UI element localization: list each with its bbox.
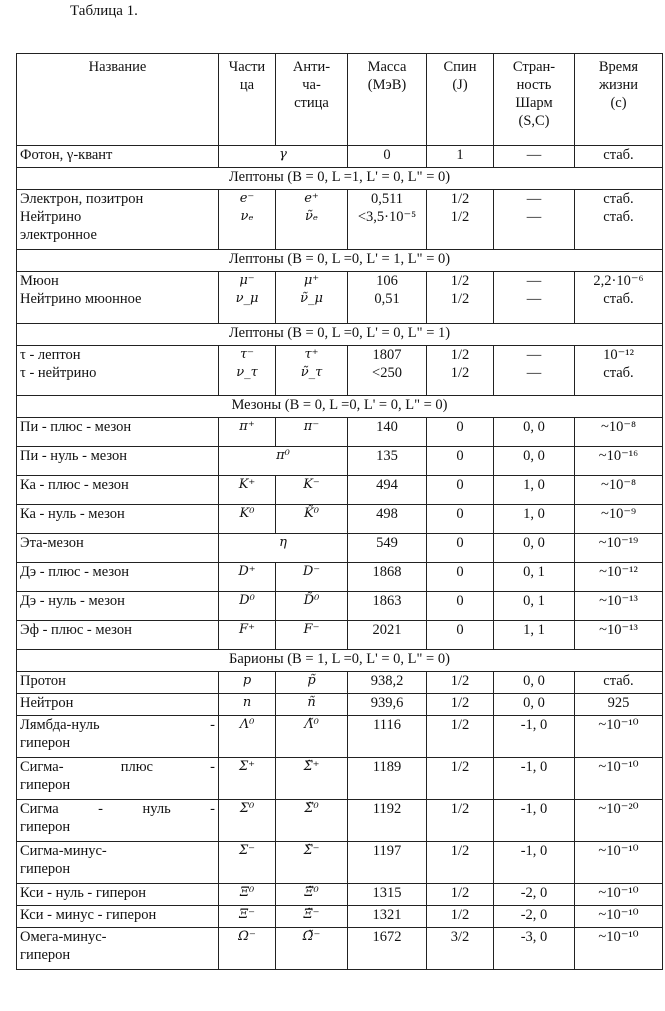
cell-strangeness: -2, 0 — [494, 884, 575, 906]
table-row — [17, 476, 663, 505]
cell-spin: 1/2 1/2 — [427, 346, 494, 396]
cell-particle: Λ⁰ — [219, 716, 276, 758]
cell-strangeness: 0, 0 — [494, 672, 575, 694]
cell-name: Кси - нуль - гиперон — [17, 884, 219, 906]
cell-lifetime: ~10⁻¹⁰ — [575, 842, 663, 884]
cell-name: Эта-мезон — [17, 534, 219, 563]
cell-lifetime: 925 — [575, 694, 663, 716]
table-row — [17, 447, 663, 476]
cell-particle: K⁰ — [219, 505, 276, 534]
cell-antiparticle: F⁻ — [276, 621, 348, 650]
cell-strangeness: — — — [494, 190, 575, 250]
cell-spin: 0 — [427, 592, 494, 621]
cell-particle: γ — [219, 146, 348, 168]
cell-strangeness: 0, 0 — [494, 447, 575, 476]
cell-antiparticle: D̃⁰ — [276, 592, 348, 621]
cell-mass: 939,6 — [348, 694, 427, 716]
cell-antiparticle: p̃ — [276, 672, 348, 694]
cell-antiparticle: Σ̃⁰ — [276, 800, 348, 842]
cell-particle: n — [219, 694, 276, 716]
cell-lifetime: стаб. стаб. — [575, 190, 663, 250]
cell-mass: 2021 — [348, 621, 427, 650]
cell-lifetime: ~10⁻¹² — [575, 563, 663, 592]
table-row — [17, 563, 663, 592]
cell-lifetime: ~10⁻⁹ — [575, 505, 663, 534]
cell-lifetime: ~10⁻¹³ — [575, 621, 663, 650]
cell-lifetime: стаб. — [575, 146, 663, 168]
cell-name: Сигма-минус- гиперон — [17, 842, 219, 884]
cell-spin: 0 — [427, 621, 494, 650]
cell-lifetime: ~10⁻¹⁹ — [575, 534, 663, 563]
table-row — [17, 418, 663, 447]
cell-mass: 1868 — [348, 563, 427, 592]
cell-name: Фотон, γ-квант — [17, 146, 219, 168]
cell-mass: 498 — [348, 505, 427, 534]
cell-spin: 1 — [427, 146, 494, 168]
cell-lifetime: стаб. — [575, 672, 663, 694]
cell-mass: 140 — [348, 418, 427, 447]
cell-spin: 1/2 1/2 — [427, 190, 494, 250]
header-mass: Масса (МэВ) — [348, 54, 427, 146]
cell-lifetime: ~10⁻¹⁰ — [575, 716, 663, 758]
cell-spin: 1/2 — [427, 800, 494, 842]
cell-mass: 938,2 — [348, 672, 427, 694]
section-header-baryons: Барионы (B = 1, L =0, L' = 0, L" = 0) — [17, 650, 663, 672]
cell-spin: 0 — [427, 505, 494, 534]
cell-particle: Σ⁻ — [219, 842, 276, 884]
cell-mass: 1116 — [348, 716, 427, 758]
cell-name: Нейтрон — [17, 694, 219, 716]
header-lifetime: Время жизни (c) — [575, 54, 663, 146]
cell-spin: 1/2 1/2 — [427, 272, 494, 324]
cell-mass: 1672 — [348, 928, 427, 970]
table-row — [17, 505, 663, 534]
header-spin: Спин (J) — [427, 54, 494, 146]
cell-strangeness: 1, 1 — [494, 621, 575, 650]
cell-lifetime: ~10⁻²⁰ — [575, 800, 663, 842]
cell-antiparticle: ñ — [276, 694, 348, 716]
cell-name: Дэ - плюс - мезон — [17, 563, 219, 592]
cell-mass: 1315 — [348, 884, 427, 906]
cell-mass: 1863 — [348, 592, 427, 621]
cell-antiparticle: Ξ̃⁻ — [276, 906, 348, 928]
cell-spin: 3/2 — [427, 928, 494, 970]
cell-strangeness: 1, 0 — [494, 505, 575, 534]
header-antiparticle: Анти- ча- стица — [276, 54, 348, 146]
cell-lifetime: ~10⁻⁸ — [575, 476, 663, 505]
cell-antiparticle: Ξ̃⁰ — [276, 884, 348, 906]
cell-particle: Ω⁻ — [219, 928, 276, 970]
cell-name: Ка - нуль - мезон — [17, 505, 219, 534]
cell-name: Сигма - нуль - гиперон — [17, 800, 219, 842]
cell-strangeness: — — — [494, 346, 575, 396]
cell-antiparticle: K⁻ — [276, 476, 348, 505]
cell-antiparticle: Σ̃⁺ — [276, 758, 348, 800]
table-row — [17, 884, 663, 906]
cell-lifetime: ~10⁻¹⁰ — [575, 758, 663, 800]
cell-spin: 1/2 — [427, 694, 494, 716]
cell-spin: 0 — [427, 418, 494, 447]
header-strangeness: Стран- ность Шарм (S,C) — [494, 54, 575, 146]
cell-particle: η — [219, 534, 348, 563]
cell-name: Эф - плюс - мезон — [17, 621, 219, 650]
table-row — [17, 592, 663, 621]
cell-particle: p — [219, 672, 276, 694]
cell-spin: 1/2 — [427, 906, 494, 928]
cell-strangeness: 0, 0 — [494, 534, 575, 563]
cell-name: Пи - плюс - мезон — [17, 418, 219, 447]
cell-lifetime: ~10⁻¹⁶ — [575, 447, 663, 476]
cell-particle: K⁺ — [219, 476, 276, 505]
cell-particle: D⁺ — [219, 563, 276, 592]
cell-mass: 106 0,51 — [348, 272, 427, 324]
cell-name: Лямбда-нуль - гиперон — [17, 716, 219, 758]
table-row — [17, 534, 663, 563]
header-name: Название — [17, 54, 219, 146]
cell-lifetime: ~10⁻¹⁰ — [575, 906, 663, 928]
cell-spin: 0 — [427, 476, 494, 505]
cell-lifetime: ~10⁻¹³ — [575, 592, 663, 621]
cell-antiparticle: D⁻ — [276, 563, 348, 592]
cell-particle: π⁰ — [219, 447, 348, 476]
table-row — [17, 928, 663, 970]
cell-antiparticle: Ω̃⁻ — [276, 928, 348, 970]
cell-particle: τ⁻ ν_τ — [219, 346, 276, 396]
table-row — [17, 621, 663, 650]
cell-name: Кси - минус - гиперон — [17, 906, 219, 928]
cell-spin: 0 — [427, 447, 494, 476]
table-row — [17, 758, 663, 800]
cell-mass: 494 — [348, 476, 427, 505]
cell-particle: F⁺ — [219, 621, 276, 650]
particles-table — [16, 53, 663, 970]
cell-name: Мюон Нейтрино мюонное — [17, 272, 219, 324]
cell-strangeness: 0, 0 — [494, 418, 575, 447]
table-row — [17, 672, 663, 694]
cell-name: Сигма- плюс - гиперон — [17, 758, 219, 800]
cell-antiparticle: Λ̃⁰ — [276, 716, 348, 758]
cell-particle: e⁻ νₑ — [219, 190, 276, 250]
cell-name: Омега-минус- гиперон — [17, 928, 219, 970]
cell-strangeness: -2, 0 — [494, 906, 575, 928]
cell-spin: 0 — [427, 534, 494, 563]
table-row-leptons-tau — [17, 346, 663, 396]
cell-antiparticle: τ⁺ ν̃_τ — [276, 346, 348, 396]
header-particle: Части ца — [219, 54, 276, 146]
table-row — [17, 842, 663, 884]
cell-mass: 135 — [348, 447, 427, 476]
cell-mass: 1197 — [348, 842, 427, 884]
cell-strangeness: -1, 0 — [494, 758, 575, 800]
cell-name: Дэ - нуль - мезон — [17, 592, 219, 621]
table-row-leptons-e — [17, 190, 663, 250]
cell-name: Протон — [17, 672, 219, 694]
cell-name: Пи - нуль - мезон — [17, 447, 219, 476]
cell-mass: 0,511 <3,5·10⁻⁵ — [348, 190, 427, 250]
cell-strangeness: -1, 0 — [494, 716, 575, 758]
cell-strangeness: 0, 0 — [494, 694, 575, 716]
cell-mass: 1192 — [348, 800, 427, 842]
cell-strangeness: — — — [494, 272, 575, 324]
cell-mass: 1807 <250 — [348, 346, 427, 396]
cell-antiparticle: Σ̃⁻ — [276, 842, 348, 884]
section-header-leptons-mu: Лептоны (B = 0, L =0, L' = 1, L" = 0) — [17, 250, 663, 272]
cell-strangeness: -1, 0 — [494, 800, 575, 842]
cell-particle: μ⁻ ν_μ — [219, 272, 276, 324]
cell-name: τ - лептон τ - нейтрино — [17, 346, 219, 396]
cell-particle: D⁰ — [219, 592, 276, 621]
cell-spin: 1/2 — [427, 716, 494, 758]
cell-strangeness: 0, 1 — [494, 592, 575, 621]
cell-name: Ка - плюс - мезон — [17, 476, 219, 505]
cell-particle: Ξ⁰ — [219, 884, 276, 906]
cell-strangeness: -1, 0 — [494, 842, 575, 884]
cell-lifetime: ~10⁻⁸ — [575, 418, 663, 447]
cell-name: Электрон, позитрон Нейтрино электронное — [17, 190, 219, 250]
table-row-photon — [17, 146, 663, 168]
table-row — [17, 716, 663, 758]
cell-lifetime: 2,2·10⁻⁶ стаб. — [575, 272, 663, 324]
table-caption: Таблица 1. — [70, 3, 138, 19]
cell-mass: 1321 — [348, 906, 427, 928]
baryons-body — [17, 672, 663, 970]
cell-mass: 1189 — [348, 758, 427, 800]
section-header-mesons: Мезоны (B = 0, L =0, L' = 0, L" = 0) — [17, 396, 663, 418]
cell-lifetime: 10⁻¹² стаб. — [575, 346, 663, 396]
cell-antiparticle: μ⁺ ν̃_μ — [276, 272, 348, 324]
table-row — [17, 906, 663, 928]
cell-spin: 1/2 — [427, 672, 494, 694]
section-header-leptons-e: Лептоны (B = 0, L =1, L' = 0, L" = 0) — [17, 168, 663, 190]
table-header — [17, 54, 663, 146]
cell-antiparticle: K̃⁰ — [276, 505, 348, 534]
mesons-body — [17, 418, 663, 650]
table-row-leptons-mu — [17, 272, 663, 324]
cell-particle: Σ⁰ — [219, 800, 276, 842]
cell-spin: 0 — [427, 563, 494, 592]
cell-mass: 0 — [348, 146, 427, 168]
cell-spin: 1/2 — [427, 884, 494, 906]
cell-spin: 1/2 — [427, 758, 494, 800]
cell-antiparticle: e⁺ ν̃ₑ — [276, 190, 348, 250]
section-header-leptons-tau: Лептоны (B = 0, L =0, L' = 0, L" = 1) — [17, 324, 663, 346]
cell-particle: π⁺ — [219, 418, 276, 447]
cell-particle: Ξ⁻ — [219, 906, 276, 928]
cell-antiparticle: π⁻ — [276, 418, 348, 447]
cell-spin: 1/2 — [427, 842, 494, 884]
table-row — [17, 800, 663, 842]
cell-strangeness: 0, 1 — [494, 563, 575, 592]
table-row — [17, 694, 663, 716]
cell-lifetime: ~10⁻¹⁰ — [575, 884, 663, 906]
cell-strangeness: 1, 0 — [494, 476, 575, 505]
cell-mass: 549 — [348, 534, 427, 563]
cell-particle: Σ⁺ — [219, 758, 276, 800]
cell-strangeness: — — [494, 146, 575, 168]
cell-strangeness: -3, 0 — [494, 928, 575, 970]
cell-lifetime: ~10⁻¹⁰ — [575, 928, 663, 970]
